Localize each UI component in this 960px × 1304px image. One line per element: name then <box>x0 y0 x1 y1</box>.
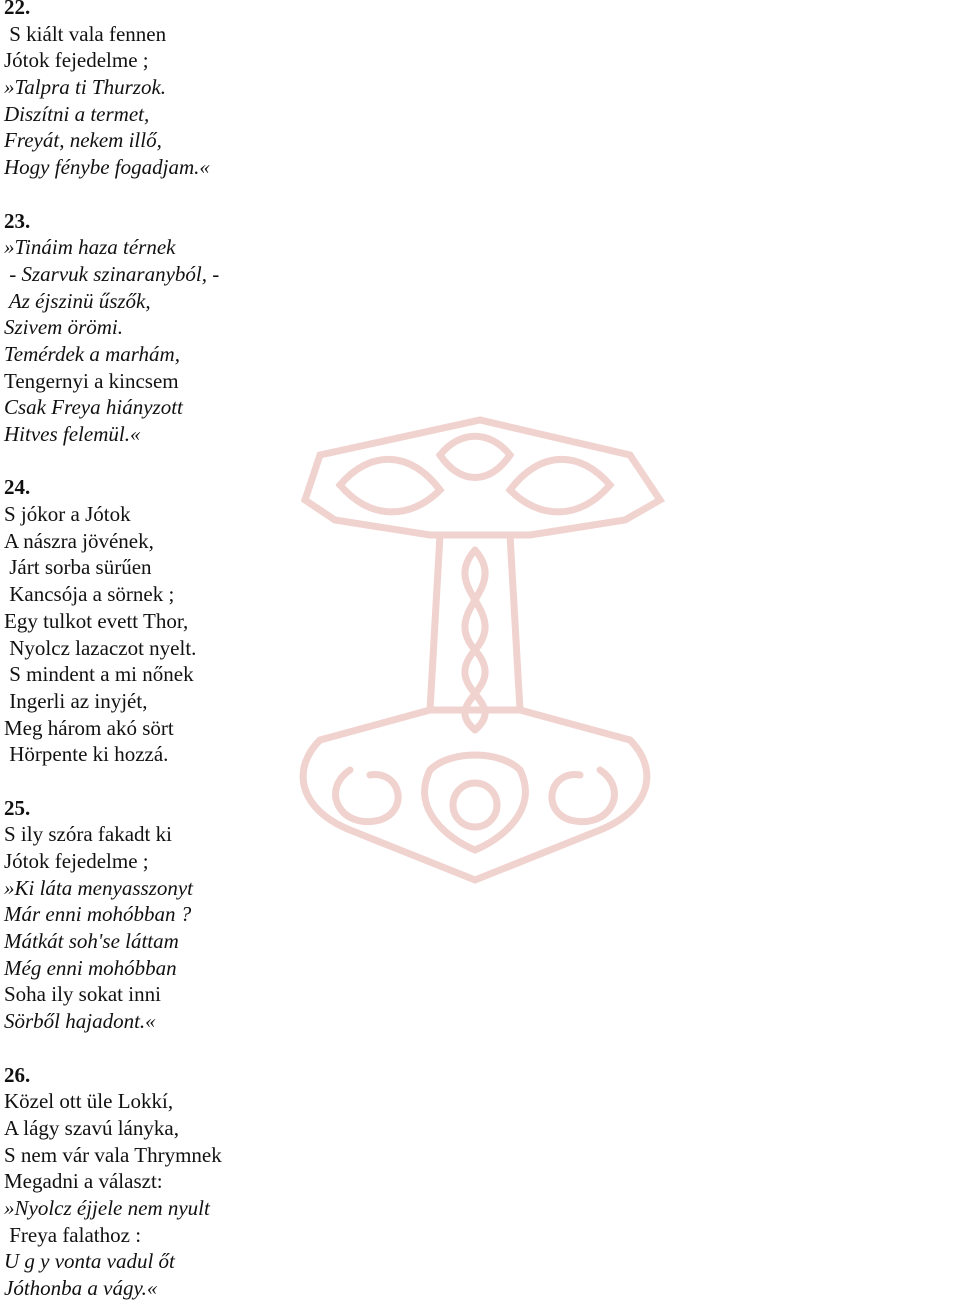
verse-line: - Szarvuk szinaranyból, - <box>4 261 220 286</box>
verse-line: S kiált vala fennen <box>4 21 167 46</box>
verse-line: Még enni mohóbban <box>4 955 177 980</box>
verse-line: Jótok fejedelme ; <box>4 849 149 873</box>
verse-line: Az éjszinü űszők, <box>4 288 151 313</box>
verse-line: »Tináim haza térnek <box>4 235 176 260</box>
verse-line: U g y vonta vadul őt <box>4 1249 175 1274</box>
verse-line: Megadni a választ: <box>4 1169 163 1194</box>
verse-line: Egy tulkot evett Thor, <box>4 608 189 633</box>
stanza-gap <box>4 768 304 795</box>
verse-line: »Nyolcz éjjele nem nyult <box>4 1195 210 1220</box>
verse-line: Soha ily sokat inni <box>4 982 161 1007</box>
verse-line: Jóthonba a vágy.« <box>4 1276 158 1300</box>
verse-line: Ingerli az inyjét, <box>4 688 148 713</box>
stanza-gap <box>4 181 304 208</box>
verse-line: »Ki láta menyasszonyt <box>4 875 193 900</box>
verse-line: Jótok fejedelme ; <box>4 48 149 73</box>
stanza-number: 23. <box>4 208 31 233</box>
verse-line: Közel ott üle Lokkí, <box>4 1089 174 1114</box>
verse-line: Szivem örömi. <box>4 315 123 340</box>
verse-line: S ily szóra fakadt ki <box>4 822 172 847</box>
verse-line: S jókor a Jótok <box>4 502 131 527</box>
stanza-number: 26. <box>4 1062 31 1087</box>
verse-line: Tengernyi a kincsem <box>4 368 179 393</box>
verse-line: Diszítni a termet, <box>4 101 150 126</box>
verse-line: S mindent a mi nőnek <box>4 662 194 687</box>
verse-line: Freya falathoz : <box>4 1222 142 1247</box>
verse-line: Már enni mohóbban ? <box>4 902 192 927</box>
stanza-number: 24. <box>4 475 31 500</box>
verse-line: A nászra jövének, <box>4 528 154 553</box>
verse-line: Mátkát soh'se láttam <box>4 929 179 954</box>
verse-line: »Talpra ti Thurzok. <box>4 75 167 100</box>
stanza-number: 25. <box>4 795 31 820</box>
verse-line: Csak Freya hiányzott <box>4 395 183 420</box>
mjolnir-watermark-icon <box>280 410 670 890</box>
verse-line: Hörpente ki hozzá. <box>4 742 169 767</box>
verse-line: Nyolcz lazaczot nyelt. <box>4 635 197 660</box>
verse-line: Hitves felemül.« <box>4 422 141 446</box>
verse-line: S nem vár vala Thrymnek <box>4 1142 222 1167</box>
verse-line: Meg három akó sört <box>4 715 174 740</box>
verse-line: Hogy fénybe fogadjam.« <box>4 155 210 180</box>
verse-line: Kancsója a sörnek ; <box>4 582 175 607</box>
verse-line: A lágy szavú lányka, <box>4 1115 179 1140</box>
verse-line: Temérdek a marhám, <box>4 341 180 366</box>
verse-line: Freyát, nekem illő, <box>4 128 162 153</box>
stanza-gap <box>4 1035 304 1062</box>
stanza-number: 22. <box>4 0 31 19</box>
poem-text <box>4 0 304 1302</box>
stanza-gap <box>4 448 304 475</box>
verse-line: Járt sorba sürűen <box>4 555 152 580</box>
verse-line: Sörből hajadont.« <box>4 1009 156 1034</box>
